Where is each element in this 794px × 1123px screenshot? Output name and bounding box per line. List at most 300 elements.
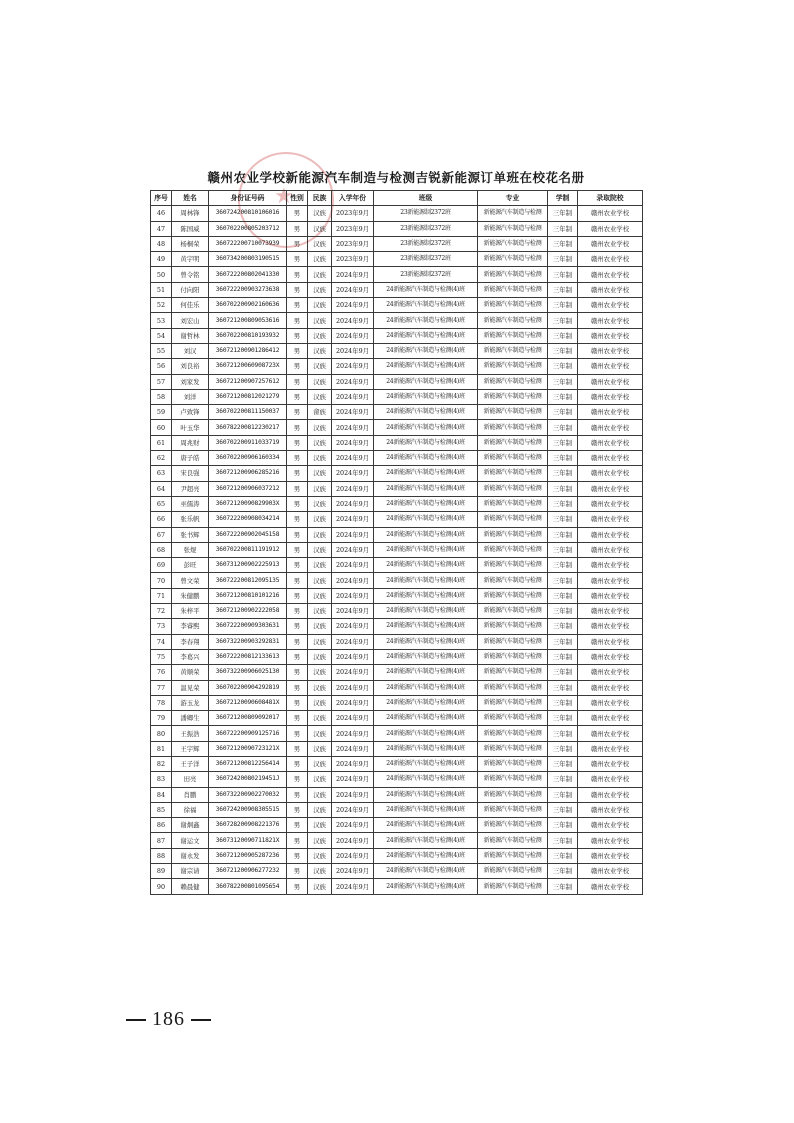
table-row (151, 374, 643, 389)
enroll-date-cell: 2024年9月 (332, 787, 374, 802)
seq-cell: 55 (151, 343, 172, 358)
table-row (151, 573, 643, 588)
gender-cell: 男 (287, 313, 308, 328)
ethnicity-cell: 汉族 (308, 374, 332, 389)
gender-cell: 男 (287, 512, 308, 527)
gender-cell: 男 (287, 864, 308, 879)
id-number-cell: 360721200906285216 (209, 466, 287, 481)
id-number-cell: 360732200903292831 (209, 634, 287, 649)
ethnicity-cell: 汉族 (308, 711, 332, 726)
name-cell: 周林锋 (172, 206, 209, 221)
seq-cell: 65 (151, 496, 172, 511)
seq-cell: 78 (151, 695, 172, 710)
ethnicity-cell: 汉族 (308, 756, 332, 771)
duration-cell: 三年制 (548, 802, 578, 817)
table-row (151, 298, 643, 313)
name-cell: 宋良强 (172, 466, 209, 481)
name-cell: 王子洋 (172, 756, 209, 771)
seq-cell: 58 (151, 389, 172, 404)
class-cell: 24新能源汽车制造与检测(4)班 (374, 680, 478, 695)
class-cell: 23新能源制2372班 (374, 221, 478, 236)
class-cell: 24新能源汽车制造与检测(4)班 (374, 588, 478, 603)
seq-cell: 89 (151, 864, 172, 879)
class-cell: 24新能源汽车制造与检测(4)班 (374, 649, 478, 664)
class-cell: 24新能源汽车制造与检测(4)班 (374, 527, 478, 542)
seq-cell: 50 (151, 267, 172, 282)
name-cell: 刘宏山 (172, 313, 209, 328)
school-cell: 赣州农业学校 (578, 221, 643, 236)
class-cell: 24新能源汽车制造与检测(4)班 (374, 512, 478, 527)
duration-cell: 三年制 (548, 604, 578, 619)
class-cell: 24新能源汽车制造与检测(4)班 (374, 711, 478, 726)
name-cell: 黄顺荣 (172, 665, 209, 680)
duration-cell: 三年制 (548, 359, 578, 374)
ethnicity-cell: 汉族 (308, 481, 332, 496)
school-cell: 赣州农业学校 (578, 359, 643, 374)
major-cell: 新能源汽车制造与检测 (478, 298, 548, 313)
duration-cell: 三年制 (548, 267, 578, 282)
seq-cell: 51 (151, 282, 172, 297)
ethnicity-cell: 汉族 (308, 634, 332, 649)
id-number-cell: 360722200802041330 (209, 267, 287, 282)
enroll-date-cell: 2023年9月 (332, 252, 374, 267)
table-header-row (151, 191, 643, 206)
id-number-cell: 360722200902045158 (209, 527, 287, 542)
name-cell: 陈国威 (172, 221, 209, 236)
major-cell: 新能源汽车制造与检测 (478, 359, 548, 374)
name-cell: 尹超亮 (172, 481, 209, 496)
major-cell: 新能源汽车制造与检测 (478, 772, 548, 787)
enroll-date-cell: 2024年9月 (332, 282, 374, 297)
duration-cell: 三年制 (548, 343, 578, 358)
table-row (151, 512, 643, 527)
id-number-cell: 360724200908305515 (209, 802, 287, 817)
name-cell: 谢宗请 (172, 864, 209, 879)
gender-cell: 男 (287, 328, 308, 343)
enroll-date-cell: 2024年9月 (332, 818, 374, 833)
id-number-cell: 36072120090723121X (209, 741, 287, 756)
gender-cell: 男 (287, 695, 308, 710)
table-row (151, 527, 643, 542)
name-cell: 徐福 (172, 802, 209, 817)
header-cell: 班级 (374, 191, 478, 206)
gender-cell: 男 (287, 435, 308, 450)
gender-cell: 男 (287, 772, 308, 787)
document-title: 赣州农业学校新能源汽车制造与检测吉锐新能源订单班在校花名册 (207, 170, 585, 185)
gender-cell: 男 (287, 451, 308, 466)
major-cell: 新能源汽车制造与检测 (478, 604, 548, 619)
ethnicity-cell: 汉族 (308, 359, 332, 374)
major-cell: 新能源汽车制造与检测 (478, 221, 548, 236)
enroll-date-cell: 2023年9月 (332, 221, 374, 236)
ethnicity-cell: 汉族 (308, 879, 332, 894)
duration-cell: 三年制 (548, 741, 578, 756)
enroll-date-cell: 2024年9月 (332, 558, 374, 573)
table-row (151, 649, 643, 664)
id-number-cell: 360721200902222058 (209, 604, 287, 619)
gender-cell: 男 (287, 542, 308, 557)
duration-cell: 三年制 (548, 818, 578, 833)
class-cell: 24新能源汽车制造与检测(4)班 (374, 343, 478, 358)
duration-cell: 三年制 (548, 405, 578, 420)
id-number-cell: 360782200812230217 (209, 420, 287, 435)
class-cell: 24新能源汽车制造与检测(4)班 (374, 864, 478, 879)
duration-cell: 三年制 (548, 864, 578, 879)
major-cell: 新能源汽车制造与检测 (478, 451, 548, 466)
duration-cell: 三年制 (548, 726, 578, 741)
class-cell: 24新能源汽车制造与检测(4)班 (374, 741, 478, 756)
ethnicity-cell: 汉族 (308, 282, 332, 297)
table-row (151, 359, 643, 374)
school-cell: 赣州农业学校 (578, 313, 643, 328)
ethnicity-cell: 汉族 (308, 420, 332, 435)
ethnicity-cell: 汉族 (308, 680, 332, 695)
id-number-cell: 360722200812133613 (209, 649, 287, 664)
school-cell: 赣州农业学校 (578, 833, 643, 848)
header-cell: 身份证号码 (209, 191, 287, 206)
name-cell: 刘洋 (172, 389, 209, 404)
major-cell: 新能源汽车制造与检测 (478, 741, 548, 756)
ethnicity-cell: 汉族 (308, 665, 332, 680)
seq-cell: 83 (151, 772, 172, 787)
class-cell: 24新能源汽车制造与检测(4)班 (374, 420, 478, 435)
table-row (151, 634, 643, 649)
school-cell: 赣州农业学校 (578, 787, 643, 802)
school-cell: 赣州农业学校 (578, 756, 643, 771)
name-cell: 曾令铭 (172, 267, 209, 282)
gender-cell: 男 (287, 741, 308, 756)
duration-cell: 三年制 (548, 512, 578, 527)
name-cell: 朱健鹏 (172, 588, 209, 603)
ethnicity-cell: 畲族 (308, 405, 332, 420)
class-cell: 24新能源汽车制造与检测(4)班 (374, 313, 478, 328)
school-cell: 赣州农业学校 (578, 818, 643, 833)
class-cell: 24新能源汽车制造与检测(4)班 (374, 405, 478, 420)
duration-cell: 三年制 (548, 619, 578, 634)
major-cell: 新能源汽车制造与检测 (478, 879, 548, 894)
ethnicity-cell: 汉族 (308, 558, 332, 573)
table-row (151, 405, 643, 420)
school-cell: 赣州农业学校 (578, 588, 643, 603)
enroll-date-cell: 2024年9月 (332, 741, 374, 756)
ethnicity-cell: 汉族 (308, 496, 332, 511)
table-row (151, 389, 643, 404)
major-cell: 新能源汽车制造与检测 (478, 236, 548, 251)
class-cell: 24新能源汽车制造与检测(4)班 (374, 772, 478, 787)
gender-cell: 男 (287, 802, 308, 817)
major-cell: 新能源汽车制造与检测 (478, 405, 548, 420)
table-row (151, 772, 643, 787)
school-cell: 赣州农业学校 (578, 328, 643, 343)
seq-cell: 67 (151, 527, 172, 542)
enroll-date-cell: 2024年9月 (332, 848, 374, 863)
duration-cell: 三年制 (548, 634, 578, 649)
enroll-date-cell: 2024年9月 (332, 649, 374, 664)
name-cell: 刘良裕 (172, 359, 209, 374)
school-cell: 赣州农业学校 (578, 848, 643, 863)
seq-cell: 72 (151, 604, 172, 619)
name-cell: 唐子皓 (172, 451, 209, 466)
enroll-date-cell: 2024年9月 (332, 680, 374, 695)
name-cell: 何佳乐 (172, 298, 209, 313)
gender-cell: 男 (287, 389, 308, 404)
id-number-cell: 360702200911033719 (209, 435, 287, 450)
gender-cell: 男 (287, 604, 308, 619)
duration-cell: 三年制 (548, 313, 578, 328)
duration-cell: 三年制 (548, 236, 578, 251)
seq-cell: 75 (151, 649, 172, 664)
ethnicity-cell: 汉族 (308, 512, 332, 527)
enroll-date-cell: 2024年9月 (332, 695, 374, 710)
duration-cell: 三年制 (548, 221, 578, 236)
duration-cell: 三年制 (548, 879, 578, 894)
table-row (151, 588, 643, 603)
gender-cell: 男 (287, 496, 308, 511)
class-cell: 24新能源汽车制造与检测(4)班 (374, 328, 478, 343)
ethnicity-cell: 汉族 (308, 787, 332, 802)
ethnicity-cell: 汉族 (308, 252, 332, 267)
header-cell: 入学年份 (332, 191, 374, 206)
major-cell: 新能源汽车制造与检测 (478, 711, 548, 726)
major-cell: 新能源汽车制造与检测 (478, 848, 548, 863)
major-cell: 新能源汽车制造与检测 (478, 756, 548, 771)
page-dash-right (191, 1019, 211, 1021)
ethnicity-cell: 汉族 (308, 649, 332, 664)
class-cell: 24新能源汽车制造与检测(4)班 (374, 726, 478, 741)
enroll-date-cell: 2024年9月 (332, 496, 374, 511)
table-row (151, 818, 643, 833)
seq-cell: 90 (151, 879, 172, 894)
name-cell: 叶玉华 (172, 420, 209, 435)
gender-cell: 男 (287, 206, 308, 221)
ethnicity-cell: 汉族 (308, 451, 332, 466)
class-cell: 24新能源汽车制造与检测(4)班 (374, 695, 478, 710)
table-row (151, 221, 643, 236)
class-cell: 24新能源汽车制造与检测(4)班 (374, 481, 478, 496)
table-row (151, 206, 643, 221)
header-cell: 民族 (308, 191, 332, 206)
seq-cell: 60 (151, 420, 172, 435)
duration-cell: 三年制 (548, 298, 578, 313)
gender-cell: 男 (287, 680, 308, 695)
name-cell: 潘卿生 (172, 711, 209, 726)
id-number-cell: 360721200905287236 (209, 848, 287, 863)
major-cell: 新能源汽车制造与检测 (478, 634, 548, 649)
ethnicity-cell: 汉族 (308, 833, 332, 848)
table-row (151, 282, 643, 297)
seq-cell: 59 (151, 405, 172, 420)
duration-cell: 三年制 (548, 374, 578, 389)
enroll-date-cell: 2024年9月 (332, 879, 374, 894)
school-cell: 赣州农业学校 (578, 466, 643, 481)
major-cell: 新能源汽车制造与检测 (478, 680, 548, 695)
ethnicity-cell: 汉族 (308, 695, 332, 710)
table-row (151, 879, 643, 894)
major-cell: 新能源汽车制造与检测 (478, 267, 548, 282)
ethnicity-cell: 汉族 (308, 389, 332, 404)
enroll-date-cell: 2024年9月 (332, 359, 374, 374)
seq-cell: 68 (151, 542, 172, 557)
class-cell: 23新能源制2372班 (374, 267, 478, 282)
ethnicity-cell: 汉族 (308, 236, 332, 251)
name-cell: 谢哲林 (172, 328, 209, 343)
enroll-date-cell: 2024年9月 (332, 604, 374, 619)
seq-cell: 63 (151, 466, 172, 481)
table-row (151, 466, 643, 481)
id-number-cell: 360721200812021279 (209, 389, 287, 404)
id-number-cell: 360721200906037212 (209, 481, 287, 496)
table-row (151, 680, 643, 695)
school-cell: 赣州农业学校 (578, 343, 643, 358)
gender-cell: 男 (287, 558, 308, 573)
seq-cell: 61 (151, 435, 172, 450)
gender-cell: 男 (287, 833, 308, 848)
id-number-cell: 36072120090829903X (209, 496, 287, 511)
duration-cell: 三年制 (548, 558, 578, 573)
id-number-cell: 360782200801095654 (209, 879, 287, 894)
id-number-cell: 36072120090608481X (209, 695, 287, 710)
class-cell: 24新能源汽车制造与检测(4)班 (374, 389, 478, 404)
school-cell: 赣州农业学校 (578, 649, 643, 664)
table-row (151, 619, 643, 634)
enroll-date-cell: 2024年9月 (332, 420, 374, 435)
school-cell: 赣州农业学校 (578, 802, 643, 817)
ethnicity-cell: 汉族 (308, 343, 332, 358)
class-cell: 24新能源汽车制造与检测(4)班 (374, 573, 478, 588)
name-cell: 田亮 (172, 772, 209, 787)
major-cell: 新能源汽车制造与检测 (478, 420, 548, 435)
ethnicity-cell: 汉族 (308, 864, 332, 879)
name-cell: 杨桐荣 (172, 236, 209, 251)
school-cell: 赣州农业学校 (578, 726, 643, 741)
name-cell: 黄宇明 (172, 252, 209, 267)
name-cell: 王宇辉 (172, 741, 209, 756)
ethnicity-cell: 汉族 (308, 206, 332, 221)
ethnicity-cell: 汉族 (308, 298, 332, 313)
enroll-date-cell: 2024年9月 (332, 665, 374, 680)
name-cell: 李春翔 (172, 634, 209, 649)
school-cell: 赣州农业学校 (578, 236, 643, 251)
class-cell: 24新能源汽车制造与检测(4)班 (374, 619, 478, 634)
gender-cell: 男 (287, 726, 308, 741)
seq-cell: 73 (151, 619, 172, 634)
seq-cell: 66 (151, 512, 172, 527)
id-number-cell: 360721200809053616 (209, 313, 287, 328)
ethnicity-cell: 汉族 (308, 221, 332, 236)
major-cell: 新能源汽车制造与检测 (478, 252, 548, 267)
gender-cell: 男 (287, 221, 308, 236)
table-row (151, 496, 643, 511)
duration-cell: 三年制 (548, 848, 578, 863)
major-cell: 新能源汽车制造与检测 (478, 542, 548, 557)
name-cell: 李睿熙 (172, 619, 209, 634)
seq-cell: 49 (151, 252, 172, 267)
gender-cell: 男 (287, 359, 308, 374)
major-cell: 新能源汽车制造与检测 (478, 726, 548, 741)
major-cell: 新能源汽车制造与检测 (478, 466, 548, 481)
major-cell: 新能源汽车制造与检测 (478, 573, 548, 588)
table-row (151, 711, 643, 726)
class-cell: 24新能源汽车制造与检测(4)班 (374, 435, 478, 450)
seq-cell: 54 (151, 328, 172, 343)
gender-cell: 男 (287, 405, 308, 420)
header-cell: 专业 (478, 191, 548, 206)
ethnicity-cell: 汉族 (308, 848, 332, 863)
school-cell: 赣州农业学校 (578, 619, 643, 634)
name-cell: 彭旺 (172, 558, 209, 573)
id-number-cell: 360722200903273638 (209, 282, 287, 297)
gender-cell: 男 (287, 665, 308, 680)
table-row (151, 665, 643, 680)
gender-cell: 男 (287, 879, 308, 894)
id-number-cell: 360702200805203712 (209, 221, 287, 236)
class-cell: 24新能源汽车制造与检测(4)班 (374, 604, 478, 619)
duration-cell: 三年制 (548, 206, 578, 221)
duration-cell: 三年制 (548, 527, 578, 542)
enroll-date-cell: 2024年9月 (332, 619, 374, 634)
class-cell: 24新能源汽车制造与检测(4)班 (374, 818, 478, 833)
id-number-cell: 360728200908221376 (209, 818, 287, 833)
duration-cell: 三年制 (548, 772, 578, 787)
duration-cell: 三年制 (548, 588, 578, 603)
id-number-cell: 360721200907257612 (209, 374, 287, 389)
seq-cell: 86 (151, 818, 172, 833)
school-cell: 赣州农业学校 (578, 481, 643, 496)
enroll-date-cell: 2024年9月 (332, 481, 374, 496)
school-cell: 赣州农业学校 (578, 864, 643, 879)
enroll-date-cell: 2024年9月 (332, 542, 374, 557)
name-cell: 刘汉 (172, 343, 209, 358)
name-cell: 肖鹏 (172, 787, 209, 802)
enroll-date-cell: 2023年9月 (332, 236, 374, 251)
page-dash-left (126, 1019, 146, 1021)
gender-cell: 男 (287, 374, 308, 389)
student-roster-table (150, 190, 643, 895)
enroll-date-cell: 2024年9月 (332, 772, 374, 787)
seq-cell: 74 (151, 634, 172, 649)
gender-cell: 男 (287, 282, 308, 297)
duration-cell: 三年制 (548, 481, 578, 496)
id-number-cell: 360702200810193932 (209, 328, 287, 343)
gender-cell: 男 (287, 756, 308, 771)
seq-cell: 57 (151, 374, 172, 389)
name-cell: 周兆财 (172, 435, 209, 450)
major-cell: 新能源汽车制造与检测 (478, 787, 548, 802)
school-cell: 赣州农业学校 (578, 634, 643, 649)
duration-cell: 三年制 (548, 542, 578, 557)
duration-cell: 三年制 (548, 328, 578, 343)
table-row (151, 741, 643, 756)
enroll-date-cell: 2024年9月 (332, 512, 374, 527)
table-row (151, 864, 643, 879)
major-cell: 新能源汽车制造与检测 (478, 818, 548, 833)
duration-cell: 三年制 (548, 252, 578, 267)
school-cell: 赣州农业学校 (578, 389, 643, 404)
duration-cell: 三年制 (548, 787, 578, 802)
ethnicity-cell: 汉族 (308, 435, 332, 450)
enroll-date-cell: 2024年9月 (332, 711, 374, 726)
table-row (151, 252, 643, 267)
major-cell: 新能源汽车制造与检测 (478, 313, 548, 328)
ethnicity-cell: 汉族 (308, 328, 332, 343)
duration-cell: 三年制 (548, 756, 578, 771)
class-cell: 24新能源汽车制造与检测(4)班 (374, 833, 478, 848)
duration-cell: 三年制 (548, 573, 578, 588)
gender-cell: 男 (287, 252, 308, 267)
name-cell: 王振浩 (172, 726, 209, 741)
ethnicity-cell: 汉族 (308, 527, 332, 542)
name-cell: 游玉龙 (172, 695, 209, 710)
